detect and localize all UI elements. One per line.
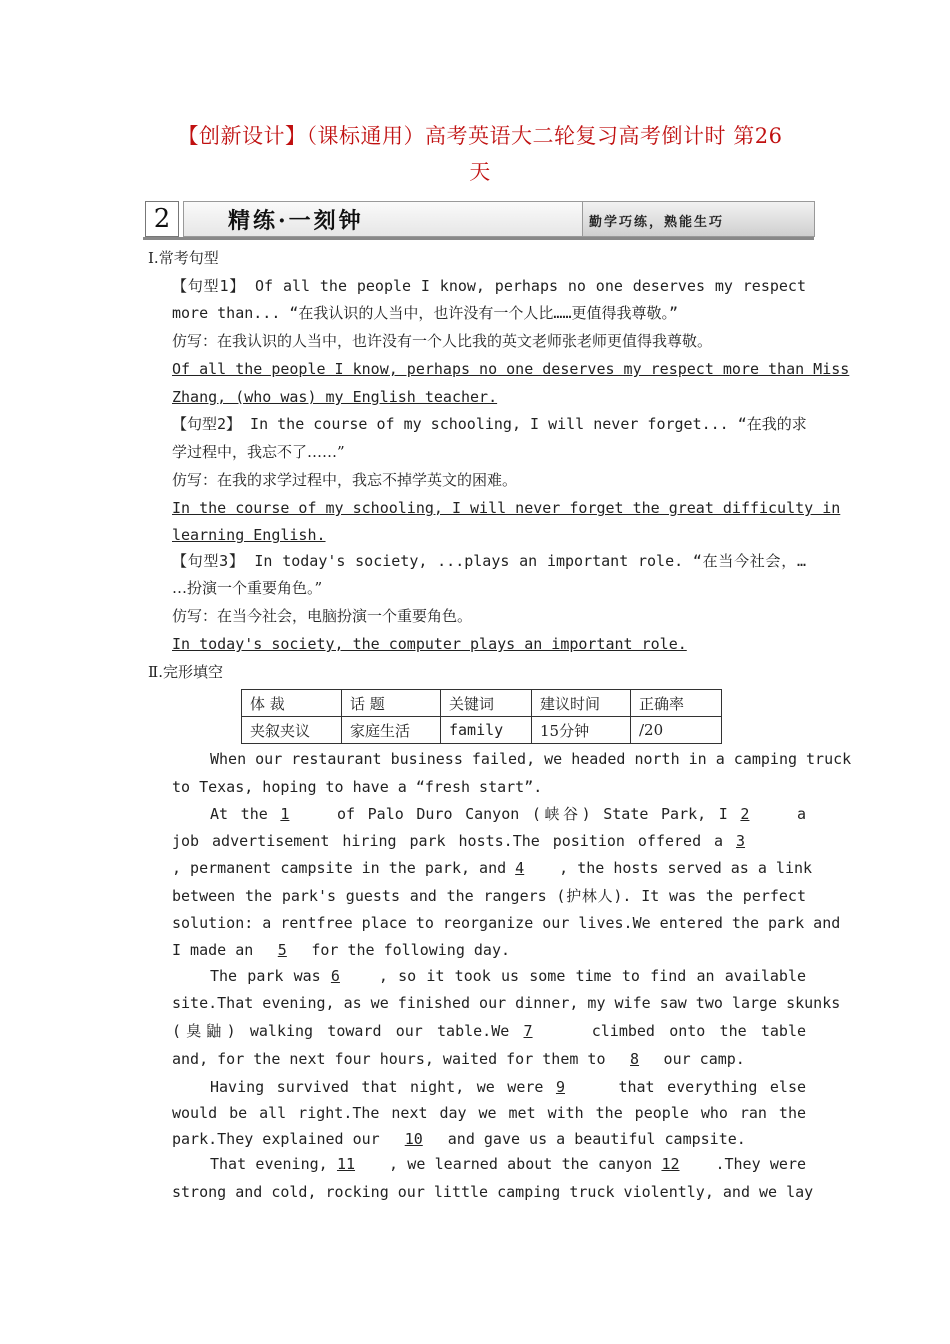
table-header-cell: 体 裁 (242, 690, 342, 717)
pattern-3-answer-1: In today's society, the computer plays an important role. (172, 635, 687, 653)
section-2-heading: Ⅱ.完形填空 (148, 663, 223, 681)
blank-7[interactable]: 7 (523, 1022, 533, 1040)
pattern-1-prompt: 仿写：在我认识的人当中，也许没有一个人比我的英文老师张老师更值得我尊敬。 (172, 332, 713, 350)
table-header-cell: 正确率 (631, 690, 722, 717)
table-header-cell: 建议时间 (532, 690, 631, 717)
passage-line: The park was 6 , so it took us some time to find an available (210, 963, 806, 989)
table-cell: 15分钟 (532, 717, 631, 744)
title-line-2: 天 (469, 160, 491, 184)
passage-line: solution: a rentfree place to reorganize our lives.We entered the park and (172, 914, 841, 932)
info-table (241, 689, 722, 744)
blank-3[interactable]: 3 (736, 832, 746, 850)
table-cell: family (441, 717, 532, 744)
pattern-1-answer-1: Of all the people I know, perhaps no one deserves my respect more than Miss (172, 360, 850, 378)
pattern-3-prompt: 仿写：在当今社会，电脑扮演一个重要角色。 (172, 607, 473, 625)
pattern-1-line-1: 【句型1】 Of all the people I know, perhaps no one deserves my respect (172, 277, 806, 295)
passage-line: and, for the next four hours, waited for them to 8 our camp. (172, 1046, 806, 1072)
passage-line: would be all right.The next day we met with the people who ran the (172, 1104, 806, 1122)
blank-6[interactable]: 6 (330, 967, 340, 985)
table-cell: /20 (631, 717, 722, 744)
passage-line: That evening, 11 , we learned about the canyon 12 .They were (210, 1151, 806, 1177)
banner-rule (143, 237, 814, 240)
document-title (150, 118, 810, 190)
blank-4[interactable]: 4 (515, 859, 525, 877)
blank-2[interactable]: 2 (740, 805, 750, 823)
passage-line: strong and cold, rocking our little camping truck violently, and we lay (172, 1183, 814, 1201)
table-cell: 夹叙夹议 (242, 717, 342, 744)
passage-line: site.That evening, as we finished our dinner, my wife saw two large skunks (172, 994, 841, 1012)
title-line-1: 【创新设计】（课标通用）高考英语大二轮复习高考倒计时 第26 (177, 124, 783, 148)
section-1-heading: Ⅰ.常考句型 (148, 249, 219, 267)
pattern-1-answer-2: Zhang, (who was) my English teacher. (172, 388, 498, 406)
table-header-cell: 关键词 (441, 690, 532, 717)
pattern-3-line-2: …扮演一个重要角色。” (172, 579, 323, 597)
passage-line: park.They explained our 10 and gave us a beautiful campsite. (172, 1126, 806, 1152)
banner-heading-box (183, 201, 583, 237)
passage-line: between the park's guests and the rangers (护林人). It was the perfect (172, 887, 806, 905)
passage-line: job advertisement hiring park hosts.The position offered a 3 (172, 828, 806, 854)
blank-8[interactable]: 8 (630, 1050, 640, 1068)
passage-line: When our restaurant business failed, we headed north in a camping truck (210, 750, 852, 768)
pattern-2-answer-2: learning English. (172, 526, 326, 544)
section-banner (143, 199, 814, 239)
table-header-row (242, 690, 722, 717)
pattern-2-line-1: 【句型2】 In the course of my schooling, I will never forget... “在我的求 (172, 415, 807, 433)
passage-line: At the 1 of Palo Duro Canyon (峡谷) State Park, I 2 a (210, 801, 806, 827)
blank-10[interactable]: 10 (404, 1130, 423, 1148)
passage-line: (臭鼬) walking toward our table.We 7 climbed onto the table (172, 1018, 806, 1044)
passage-line: to Texas, hoping to have a “fresh start”. (172, 778, 543, 796)
pattern-2-line-2: 学过程中，我忘不了……” (172, 443, 345, 461)
blank-1[interactable]: 1 (280, 805, 290, 823)
passage-line: Having survived that night, we were 9 that everything else (210, 1074, 806, 1100)
blank-12[interactable]: 12 (661, 1155, 680, 1173)
pattern-2-answer-1: In the course of my schooling, I will never forget the great difficulty in (172, 499, 841, 517)
table-row (242, 717, 722, 744)
banner-heading: 精练·一刻钟 (228, 208, 364, 234)
pattern-2-prompt: 仿写：在我的求学过程中，我忘不掉学英文的困难。 (172, 471, 518, 489)
pattern-1-line-2: more than... “在我认识的人当中，也许没有一个人比……更值得我尊敬。” (172, 304, 679, 322)
passage-line: , permanent campsite in the park, and 4 , the hosts served as a link (172, 855, 806, 881)
blank-11[interactable]: 11 (336, 1155, 356, 1173)
blank-5[interactable]: 5 (277, 941, 287, 959)
passage-line: I made an 5 for the following day. (172, 937, 806, 963)
blank-9[interactable]: 9 (555, 1078, 565, 1096)
table-cell: 家庭生活 (342, 717, 441, 744)
banner-number: 2 (145, 201, 179, 237)
table-header-cell: 话 题 (342, 690, 441, 717)
pattern-3-line-1: 【句型3】 In today's society, ...plays an important role. “在当今社会，… (172, 552, 806, 570)
banner-motto: 勤学巧练，熟能生巧 (588, 215, 724, 230)
